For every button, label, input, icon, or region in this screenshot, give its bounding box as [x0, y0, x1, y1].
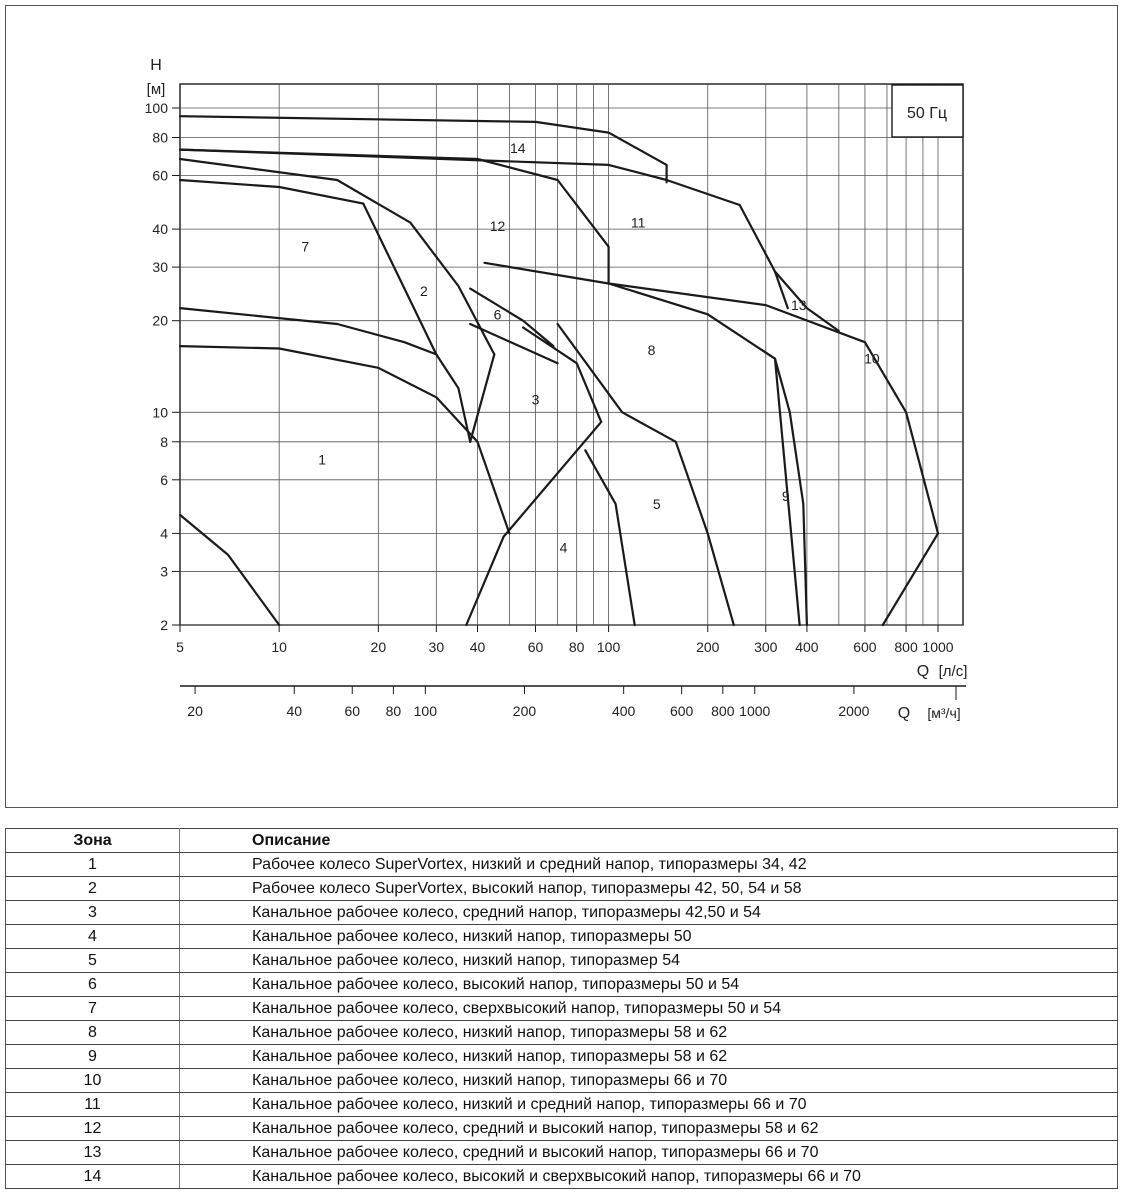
- zone-label: 5: [652, 495, 661, 512]
- x-tick-label: 60: [527, 639, 544, 655]
- zone-description-cell: Канальное рабочее колесо, сверхвысокий напор, типоразмеры 50 и 54: [180, 997, 1118, 1021]
- zone-label: 14: [509, 139, 526, 156]
- table-row: [6, 1165, 1118, 1189]
- x-tick-label: 20: [370, 639, 387, 655]
- table-row: [6, 997, 1118, 1021]
- x-tick-label: 600: [853, 639, 877, 655]
- zone-number-cell: 7: [6, 997, 180, 1021]
- zone-description-cell: Канальное рабочее колесо, низкий напор, типоразмеры 66 и 70: [180, 1069, 1118, 1093]
- y-axis-unit: [м]: [146, 81, 166, 98]
- zone-label: 12: [489, 217, 506, 234]
- zone-label: 8: [647, 342, 656, 359]
- table-row: [6, 1117, 1118, 1141]
- zone-number-cell: 8: [6, 1021, 180, 1045]
- zone-number-cell: 2: [6, 877, 180, 901]
- zone-description-cell: Канальное рабочее колесо, низкий напор, типоразмеры 58 и 62: [180, 1045, 1118, 1069]
- zone-description-cell: Канальное рабочее колесо, низкий напор, типоразмеры 50: [180, 925, 1118, 949]
- x2-tick-label: 600: [669, 703, 694, 719]
- table-row: [6, 949, 1118, 973]
- zone-label: 7: [301, 238, 310, 255]
- table-row: [6, 1141, 1118, 1165]
- zone-boundary-curve-z6-bottom: [470, 324, 557, 363]
- y-axis-label: H: [150, 57, 162, 74]
- y-tick-label: 80: [152, 129, 168, 146]
- zone-boundary-curve-z6-top: [470, 289, 553, 347]
- x2-tick-label: 1000: [739, 703, 771, 719]
- x-tick-label: 800: [894, 639, 918, 655]
- table-row: [6, 925, 1118, 949]
- zone-label: 6: [493, 306, 502, 323]
- zone-description-cell: Канальное рабочее колесо, низкий напор, типоразмер 54: [180, 949, 1118, 973]
- zone-boundary-curve-z8-top: [485, 263, 800, 625]
- x2-tick-label: 200: [512, 703, 537, 719]
- zone-boundary-curve-z7-top: [180, 180, 363, 204]
- zone-description-cell: Рабочее колесо SuperVortex, высокий напор, типоразмеры 42, 50, 54 и 58: [180, 877, 1118, 901]
- zone-boundary-curve-z4-left: [466, 537, 503, 625]
- frequency-badge-label: 50 Гц: [906, 105, 948, 122]
- x-tick-label: 40: [469, 639, 486, 655]
- y-tick-label: 10: [152, 404, 168, 421]
- x-tick-label: 30: [428, 639, 445, 655]
- zone-boundary-curve-z3-right: [523, 328, 601, 422]
- x-tick-label: 1000: [922, 639, 954, 655]
- zone-boundary-curve-z12-top: [180, 150, 609, 284]
- zone-label: 13: [791, 297, 807, 314]
- chart-frame: [5, 5, 1118, 808]
- y-tick-label: 8: [160, 433, 168, 450]
- zone-boundary-curve-z1-left: [180, 515, 279, 625]
- x2-tick-label: 400: [611, 703, 636, 719]
- zone-description-cell: Канальное рабочее колесо, средний напор, типоразмеры 42,50 и 54: [180, 901, 1118, 925]
- y-tick-label: 100: [144, 100, 168, 116]
- zone-description-cell: Канальное рабочее колесо, низкий напор, типоразмеры 58 и 62: [180, 1021, 1118, 1045]
- x-tick-label: 80: [568, 639, 585, 655]
- table-body: [6, 853, 1118, 1189]
- plot-area-border: [180, 84, 963, 625]
- y-tick-label: 3: [160, 563, 168, 580]
- zone-description-cell: Канальное рабочее колесо, средний и высокий напор, типоразмеры 66 и 70: [180, 1141, 1118, 1165]
- zone-description-cell: Канальное рабочее колесо, низкий и средний напор, типоразмеры 66 и 70: [180, 1093, 1118, 1117]
- table-row: [6, 1069, 1118, 1093]
- x2-tick-label: 40: [286, 703, 303, 719]
- zone-number-cell: 9: [6, 1045, 180, 1069]
- x-tick-label: 100: [596, 639, 621, 655]
- y-tick-label: 30: [152, 259, 168, 276]
- x2-tick-label: 60: [344, 703, 361, 719]
- zone-label: 10: [864, 350, 880, 367]
- pump-performance-chart: [6, 6, 1117, 807]
- table-row: [6, 1021, 1118, 1045]
- x-tick-label: 5: [176, 639, 184, 655]
- zone-label: 2: [419, 283, 428, 300]
- zone-number-cell: 10: [6, 1069, 180, 1093]
- table-row: [6, 1093, 1118, 1117]
- zone-description-cell: Канальное рабочее колесо, средний и высокий напор, типоразмеры 58 и 62: [180, 1117, 1118, 1141]
- table-row: [6, 853, 1118, 877]
- table-header-row: [6, 829, 1118, 853]
- x2-tick-label: 800: [711, 703, 735, 719]
- x2-tick-label: 100: [413, 703, 438, 719]
- zone-number-cell: 5: [6, 949, 180, 973]
- y-tick-label: 40: [152, 221, 168, 238]
- x2-tick-label: 20: [187, 703, 203, 719]
- zone-legend-table: [5, 828, 1118, 1189]
- x2-tick-label: 80: [385, 703, 402, 719]
- zone-label: 3: [531, 391, 540, 408]
- zone-label: 4: [559, 539, 568, 556]
- table-row: [6, 973, 1118, 997]
- y-tick-label: 20: [152, 312, 168, 329]
- y-tick-label: 2: [160, 617, 168, 633]
- y-tick-label: 60: [152, 167, 168, 184]
- zone-number-cell: 13: [6, 1141, 180, 1165]
- x-tick-label: 200: [696, 639, 720, 655]
- x-tick-label: 10: [271, 639, 287, 655]
- table-row: [6, 877, 1118, 901]
- zone-boundary-curve-z2-bottom: [470, 354, 494, 441]
- column-header-description: Описание: [180, 829, 1118, 853]
- zone-number-cell: 1: [6, 853, 180, 877]
- zone-description-cell: Канальное рабочее колесо, высокий и сверхвысокий напор, типоразмеры 66 и 70: [180, 1165, 1118, 1189]
- zone-number-cell: 3: [6, 901, 180, 925]
- zone-boundary-curve-z10-bottom: [883, 533, 938, 625]
- x2-axis-label: Q: [897, 705, 911, 722]
- x-axis-label: Q: [916, 663, 930, 680]
- y-tick-label: 6: [160, 471, 168, 488]
- x2-tick-label: 2000: [838, 703, 870, 719]
- x-tick-label: 400: [795, 639, 819, 655]
- zone-description-cell: Канальное рабочее колесо, высокий напор, типоразмеры 50 и 54: [180, 973, 1118, 997]
- zone-description-cell: Рабочее колесо SuperVortex, низкий и средний напор, типоразмеры 34, 42: [180, 853, 1118, 877]
- column-header-zone: Зона: [6, 829, 180, 853]
- zone-boundary-curve-z1-top: [180, 346, 509, 533]
- zone-boundary-curve-z3-bottom: [504, 422, 602, 537]
- zone-boundary-curve-z7-right: [363, 204, 436, 355]
- zone-number-cell: 12: [6, 1117, 180, 1141]
- zone-label: 9: [781, 488, 790, 505]
- zone-number-cell: 6: [6, 973, 180, 997]
- y-tick-label: 4: [160, 525, 168, 542]
- table-row: [6, 1045, 1118, 1069]
- zone-boundary-curve-z11-right: [775, 272, 788, 309]
- x2-axis-unit: [м³/ч]: [927, 705, 961, 721]
- zone-label: 1: [318, 451, 326, 468]
- table-row: [6, 901, 1118, 925]
- zone-number-cell: 4: [6, 925, 180, 949]
- zone-boundary-curve-z4-right: [585, 450, 634, 625]
- x-tick-label: 300: [754, 639, 778, 655]
- zone-number-cell: 14: [6, 1165, 180, 1189]
- zone-label: 11: [630, 214, 646, 231]
- zone-number-cell: 11: [6, 1093, 180, 1117]
- x-axis-unit: [л/с]: [938, 663, 968, 680]
